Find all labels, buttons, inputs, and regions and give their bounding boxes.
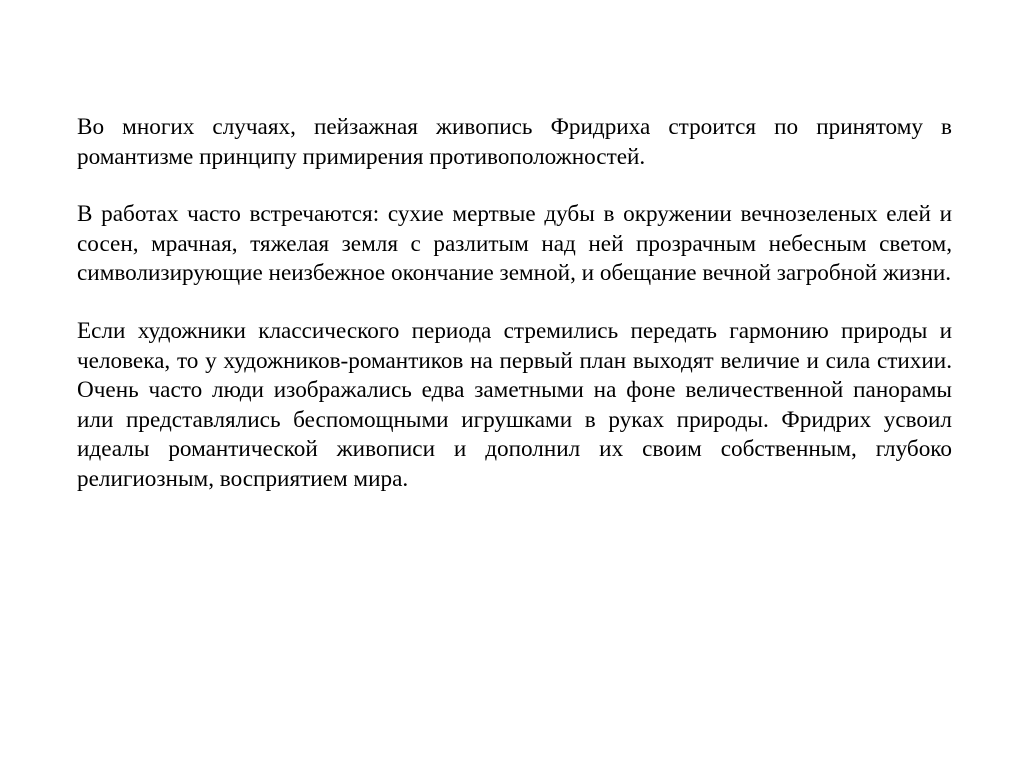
slide-text-body	[77, 113, 952, 495]
paragraph-1: Во многих случаях, пейзажная живопись Фридриха строится по принятому в романтизме принципу примирения противоположностей.	[77, 114, 952, 170]
paragraph-2: В работах часто встречаются: сухие мертвые дубы в окружении вечнозеленых елей и сосен, мрачная, тяжелая земля с разлитым над ней прозрачным небесным светом, символизирующие неизбежное окончание земной, и обещание вечной загробной жизни.	[77, 201, 952, 287]
paragraph-3: Если художники классического периода стремились передать гармонию природы и человека, то у художников-романтиков на первый план выходят величие и сила стихии. Очень часто люди изображались едва заметными на фоне величественной панорамы или представлялись беспомощными игрушками в руках природы. Фридрих усвоил идеалы романтической живописи и дополнил их своим собственным, глубоко религиозным, восприятием мира.	[77, 317, 952, 492]
